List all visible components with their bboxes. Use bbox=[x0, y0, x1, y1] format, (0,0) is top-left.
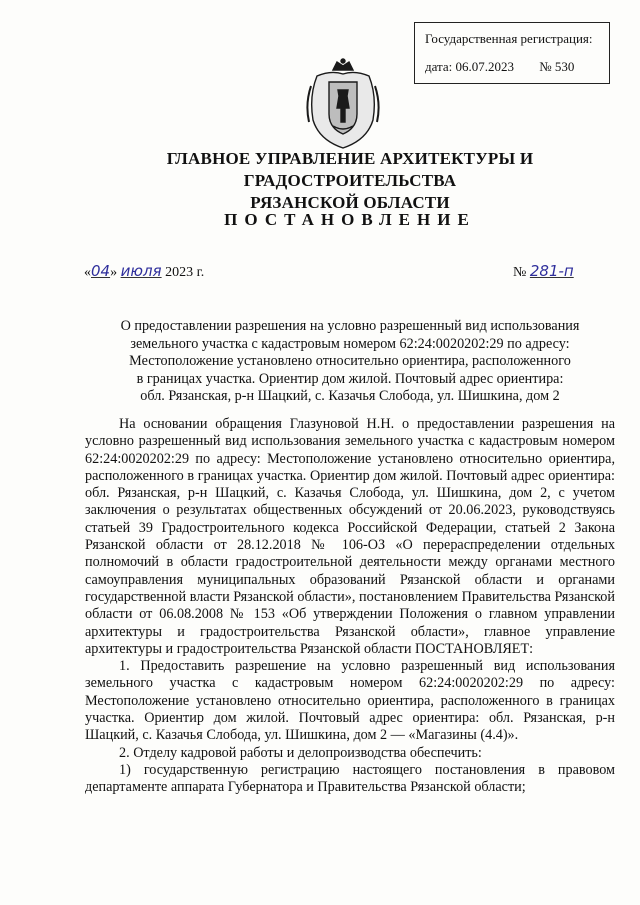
preamble-paragraph: На основании обращения Глазуновой Н.Н. о предоставлении разрешения на условно разрешенный вид использования земельного участка с кадастровым номером 62:24:0020202:29 по адресу: Местоположение установлено относительно ориентира, расположенного в границах участка. Ориентир дом жилой. Почтовый адрес ориентира: обл. Рязанская, р-н Шацкий, с. Казачья Слобода, ул. Шишкина, дом 2, с учетом заключения о результатах общественных обсуждений от 20.06.2023, руководствуясь статьей 39 Градостроительного кодекса Российской Федерации, статьей 2 Закона Рязанской области от 28.12.2018 № 106-ОЗ «О перераспределении отдельных полномочий в области градостроительной деятельности между органами местного самоуправления муниципальных образований Рязанской области и органами государственной власти Рязанской области», постановлением Правительства Рязанской области от 06.08.2008 № 153 «Об утверждении Положения о главном управлении архитектуры и градостроительства Рязанской области», главное управление архитектуры и градостроительства Рязанской области ПОСТАНОВЛЯЕТ: bbox=[85, 416, 615, 657]
item-2-1-paragraph: 1) государственную регистрацию настоящего постановления в правовом департаменте аппарата Губернатора и Правительства Рязанской области; bbox=[85, 761, 615, 796]
date-month: июля bbox=[120, 262, 162, 280]
item-2-paragraph: 2. Отделу кадровой работы и делопроизводства обеспечить: bbox=[119, 744, 482, 761]
document-type: ПОСТАНОВЛЕНИЕ bbox=[224, 210, 476, 229]
organization-name: ГЛАВНОЕ УПРАВЛЕНИЕ АРХИТЕКТУРЫ И ГРАДОСТРОИТЕЛЬСТВА РЯЗАНСКОЙ ОБЛАСТИ bbox=[166, 149, 534, 212]
document-body bbox=[85, 416, 615, 797]
registration-label: Государственная регистрация: bbox=[425, 31, 593, 46]
date-year: 2023 г. bbox=[165, 265, 205, 280]
document-number-value: 281-п bbox=[529, 262, 574, 280]
registration-number: № 530 bbox=[539, 59, 575, 74]
document-number: № 281-п bbox=[513, 262, 600, 281]
date-day: 04 bbox=[91, 262, 111, 280]
item-1-paragraph: 1. Предоставить разрешение на условно разрешенный вид использования земельного участка с кадастровым номером 62:24:0020202:29 по адресу: Местоположение установлено относительно ориентира, расположенного в границах участка. Ориентир дом жилой. Почтовый адрес ориентира: обл. Рязанская, р-н Шацкий, с. Казачья Слобода, ул. Шишкина, дом 2 — «Магазины (4.4)». bbox=[85, 658, 615, 744]
registration-stamp bbox=[414, 22, 610, 84]
document-title: О предоставлении разрешения на условно разрешенный вид использования земельного участка с кадастровым номером 62:24:0020202:29 по адресу: Местоположение установлено относительно ориентира, расположенного в границах участка. Ориентир дом жилой. Почтовый адрес ориентира: обл. Рязанская, р-н Шацкий, с. Казачья Слобода, ул. Шишкина, дом 2 bbox=[120, 318, 580, 405]
document-date: «04» июля 2023 г. bbox=[84, 262, 205, 280]
registration-date: дата: 06.07.2023 bbox=[425, 59, 515, 74]
coat-of-arms-emblem bbox=[303, 56, 383, 152]
